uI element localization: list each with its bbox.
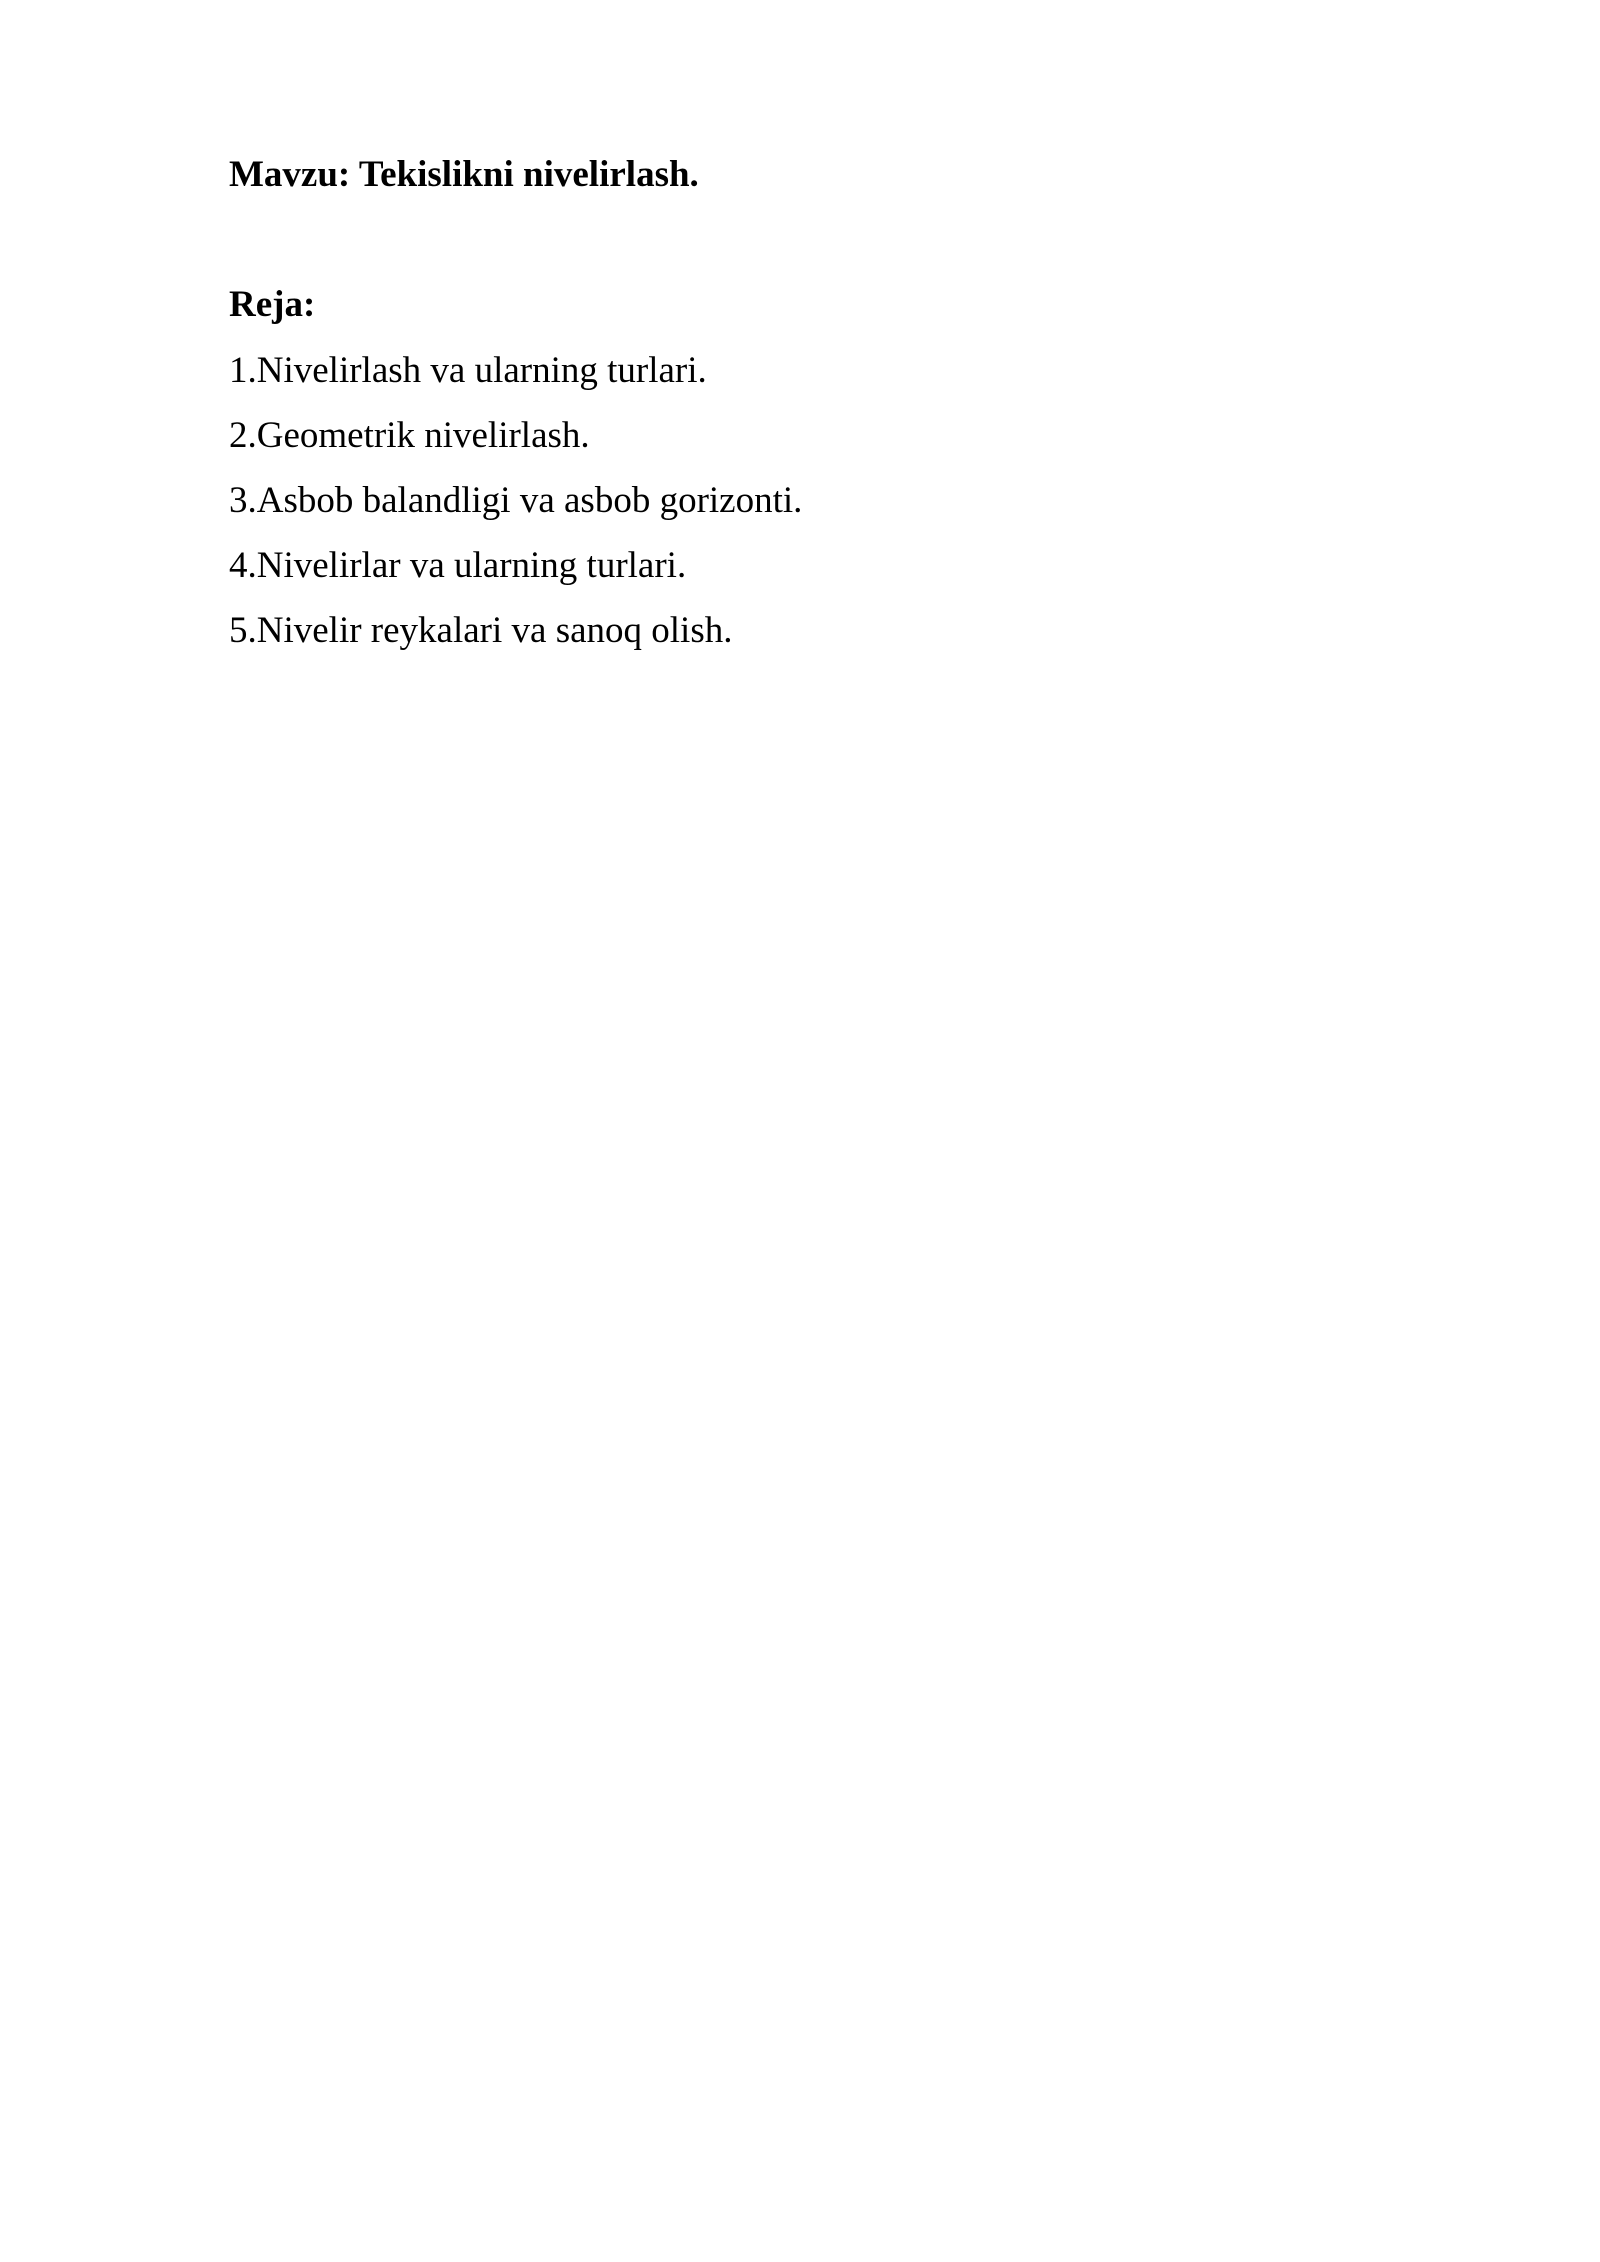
plan-item: 1.Nivelirlash va ularning turlari.: [229, 350, 707, 391]
document-title: Mavzu: Tekislikni nivelirlash.: [229, 154, 699, 195]
plan-heading: Reja:: [229, 284, 316, 325]
plan-item: 2.Geometrik nivelirlash.: [229, 415, 590, 456]
plan-item: 5.Nivelir reykalari va sanoq olish.: [229, 610, 733, 651]
plan-item: 3.Asbob balandligi va asbob gorizonti.: [229, 480, 803, 521]
plan-item: 4.Nivelirlar va ularning turlari.: [229, 545, 687, 586]
document-body: [229, 146, 1379, 667]
plan-list: [229, 342, 1379, 660]
